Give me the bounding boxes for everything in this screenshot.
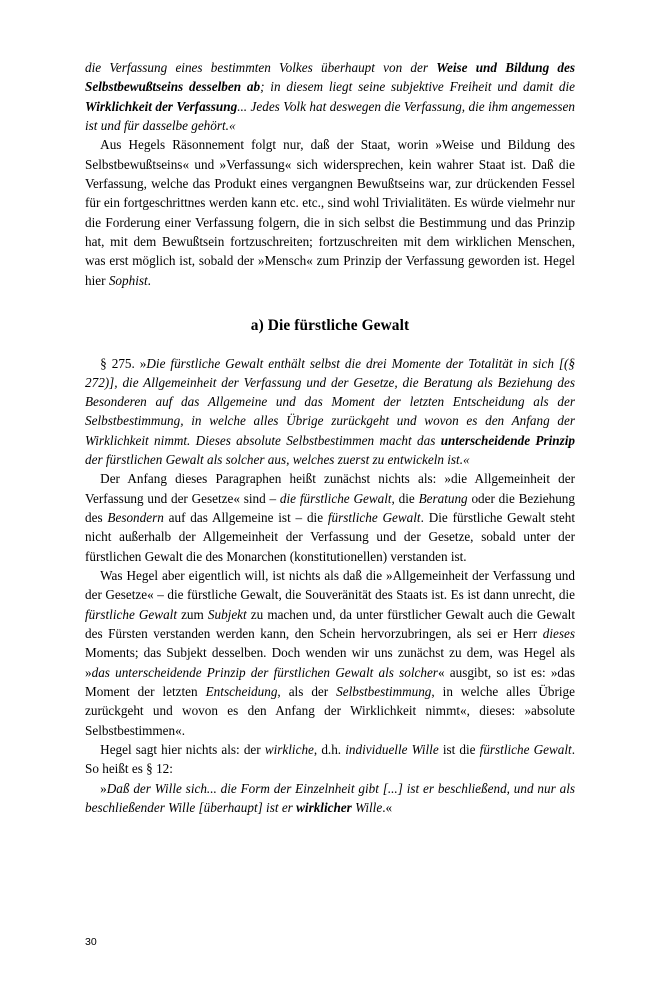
wille-italic-1: Daß der Wille sich... die Form der Einzelnheit gibt [...] ist er beschließend, und nur als beschließender Wille [überhaupt] ist er	[85, 780, 575, 816]
washegel-seg-5: « ausgibt, so ist es: »das Moment der letzten	[85, 664, 576, 700]
quote-bold-1: Weise und Bildung des Selbstbewußtseins desselben ab	[85, 60, 575, 95]
paragraph-275	[85, 354, 575, 470]
paragraph-wille-quotation	[85, 779, 575, 818]
wille-open-quote: »	[100, 780, 107, 796]
hegelsagt-italic-2: individuelle Wille	[345, 742, 439, 758]
quote-segment-2: ; in diesem liegt seine subjektive Freiheit und damit die	[260, 79, 576, 95]
para275-italic-2: der fürstlichen Gewalt als solcher aus, welches zuerst zu entwickeln ist.«	[85, 452, 470, 468]
washegel-seg-7: , in welche alles Übrige zurückgeht und wovon es den Anfang der Wirklichkeit nimmt«, dieses: »absolute Selbstbestimmen«.	[85, 684, 576, 738]
page-body	[85, 58, 575, 817]
washegel-seg-4: Moments; das Subjekt desselben. Doch wenden wir uns zunächst zu dem, was Hegel als »	[85, 645, 575, 680]
paragraph-hegel-sagt	[85, 740, 575, 779]
washegel-italic-5: Entscheidung	[205, 684, 278, 700]
washegel-seg-6: , als der	[277, 684, 337, 700]
washegel-seg-2: zum	[177, 606, 208, 622]
section-heading: a) Die fürstliche Gewalt	[250, 316, 410, 334]
quote-bold-2: Wirklichkeit der Verfassung	[85, 98, 238, 114]
anfang-seg-2: , die	[391, 490, 419, 506]
hegelsagt-seg-4: . So heißt es § 12:	[85, 742, 575, 777]
para275-bolditalic: unterscheidende Prinzip	[440, 432, 575, 448]
washegel-italic-4: das unterscheidende Prinzip der fürstlichen Gewalt als solcher	[91, 664, 438, 680]
paragraph-raisonnement	[85, 135, 575, 290]
washegel-italic-2: Subjekt	[207, 606, 247, 622]
para275-label: § 275. »	[100, 355, 147, 371]
anfang-italic-2: Beratung	[418, 490, 468, 506]
hegelsagt-seg-2: , d.h.	[313, 742, 346, 758]
raisonnement-text: Aus Hegels Räsonnement folgt nur, daß der Staat, worin »Weise und Bildung des Selbstbewußtseins« und »Verfassung« sich widersprechen, kein wahrer Staat ist. Daß die Verfassung, welche das Produkt eines vergangnen Bewußtseins war, zur drückenden Fessel für ein fortgeschrittnes werden kann etc. etc., sind wohl Trivialitäten. Es würde vielmehr nur die Forderung einer Verfassung folgern, die in sich selbst die Bestimmung und das Prinzip hat, mit dem Bewußtsein fortzuschreiten; fortzuschreiten mit dem wirklichen Menschen, was erst möglich ist, sobald der »Mensch« zum Prinzip der Verfassung geworden ist. Hegel hier	[85, 137, 575, 288]
wille-italic-2: Wille	[351, 800, 383, 816]
raisonnement-end: .	[147, 272, 151, 288]
anfang-italic-3: Besondern	[107, 510, 164, 526]
hegelsagt-seg-1: Hegel sagt hier nichts als: der	[100, 742, 265, 758]
raisonnement-italic-sophist: Sophist	[108, 272, 148, 288]
anfang-seg-4: auf das Allgemeine ist – die	[163, 510, 328, 526]
page-number: 30	[85, 936, 97, 948]
opening-quotation	[85, 58, 575, 135]
quote-segment-3: ... Jedes Volk hat deswegen die Verfassung, die ihm angemessen ist und für dasselbe gehört.«	[85, 98, 576, 133]
washegel-seg-3: zu machen und, da unter fürstlicher Gewalt auch die Gewalt des Fürsten verstanden werden kann, den Schein hervorzubringen, als sei er Herr	[85, 606, 575, 642]
paragraph-was-hegel-will	[85, 566, 575, 740]
wille-close-quote: .«	[382, 800, 393, 816]
anfang-italic-1: die fürstliche Gewalt	[279, 490, 392, 506]
anfang-seg-5: . Die fürstliche Gewalt steht nicht außerhalb der Allgemeinheit der Verfassung und der Gesetze, sobald unter der fürstlichen Gewalt die des Monarchen (konstitutionellen) verstanden ist.	[85, 510, 575, 564]
anfang-italic-4: fürstliche Gewalt	[327, 510, 421, 526]
wille-bolditalic: wirklicher	[296, 800, 352, 816]
para275-italic-1: Die fürstliche Gewalt enthält selbst die drei Momente der Totalität in sich [(§ 272)], die Allgemeinheit der Verfassung und der Gesetze, die Beratung als Beziehung des Besonderen auf das Allgemeine und das Moment der letzten Entscheidung als der Selbstbestimmung, in welche alles Übrige zurückgeht und wovon es den Anfang der Wirklichkeit nimmt. Dieses absolute Selbstbestimmen macht das	[85, 355, 576, 448]
hegelsagt-seg-3: ist die	[438, 742, 480, 758]
hegelsagt-italic-1: wirkliche	[264, 742, 314, 758]
anfang-seg-1: Der Anfang dieses Paragraphen heißt zunächst nichts als: »die Allgemeinheit der Verfassung und der Gesetze« sind –	[85, 471, 575, 506]
washegel-seg-1: Was Hegel aber eigentlich will, ist nichts als daß die »Allgemeinheit der Verfassung und der Gesetze« – die fürstliche Gewalt, die Souveränität des Staats ist. Es ist dann unrecht, die	[85, 568, 575, 603]
hegelsagt-italic-3: fürstliche Gewalt	[479, 742, 572, 758]
anfang-seg-3: oder die Beziehung des	[85, 490, 575, 526]
washegel-italic-1: fürstliche Gewalt	[85, 606, 177, 622]
quote-segment-1: die Verfassung eines bestimmten Volkes überhaupt von der	[85, 60, 437, 75]
washegel-italic-3: dieses	[542, 626, 575, 642]
washegel-italic-6: Selbstbestimmung	[336, 684, 432, 700]
paragraph-anfang	[85, 469, 575, 566]
